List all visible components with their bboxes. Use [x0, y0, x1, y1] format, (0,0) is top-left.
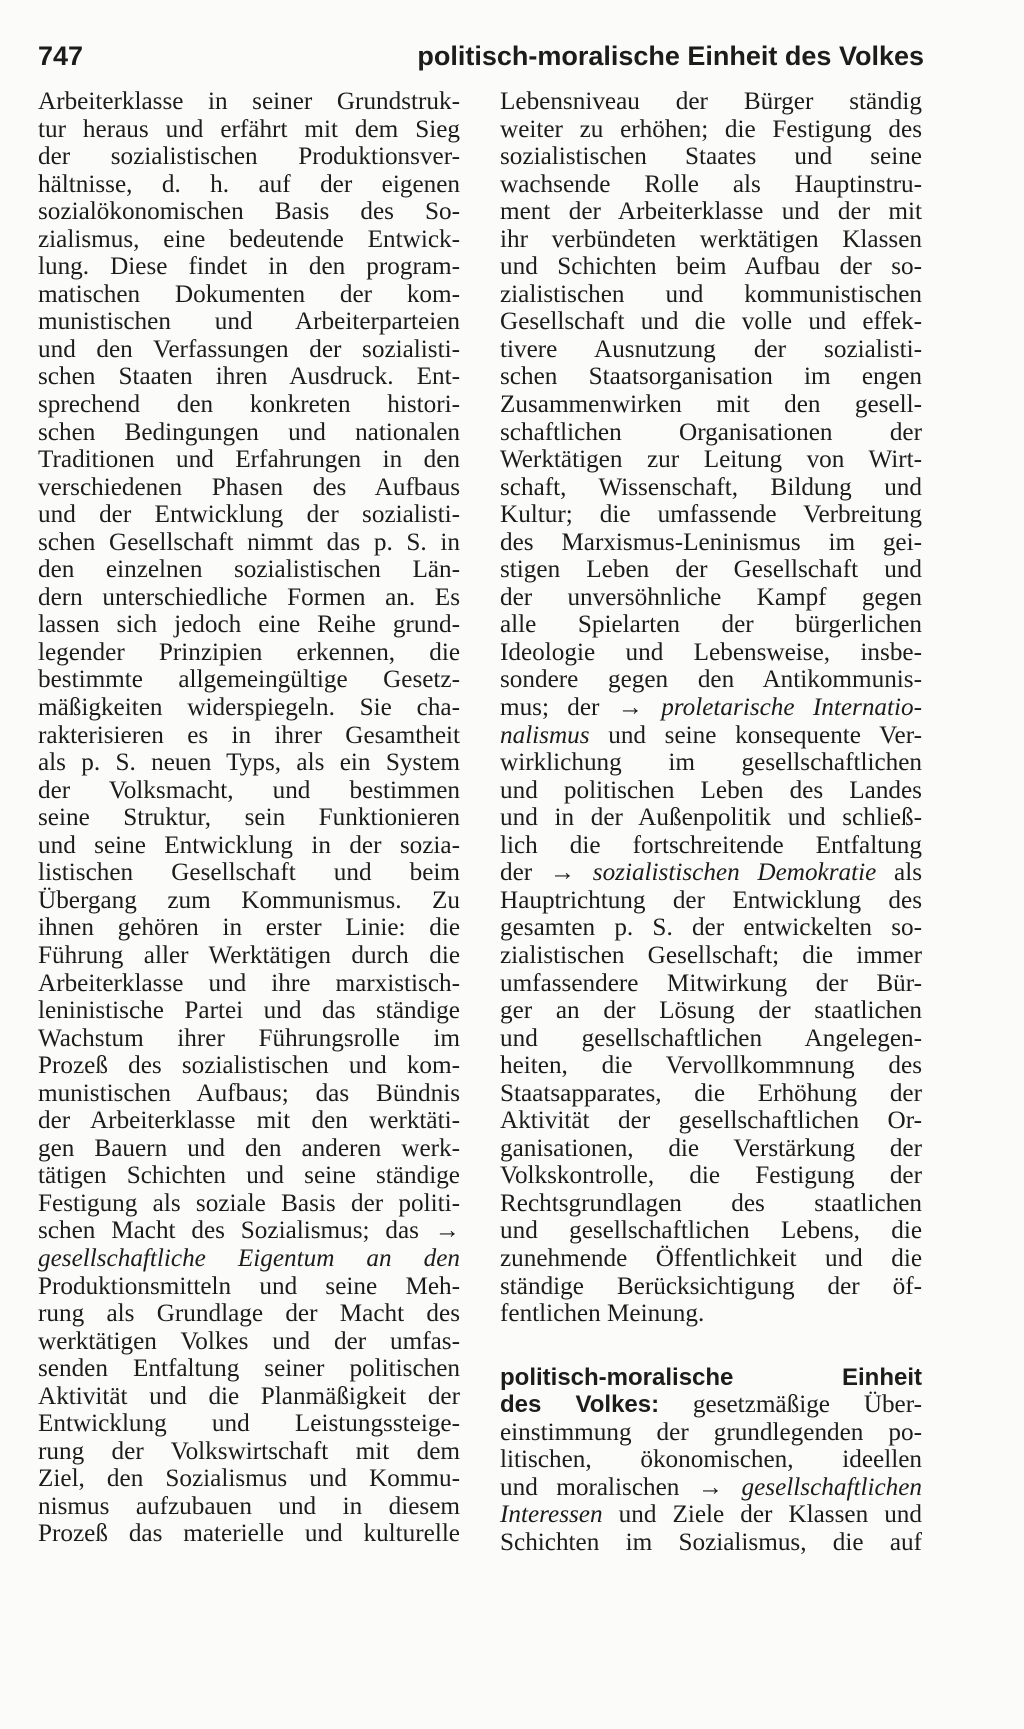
- text-line: Entwicklung und Leistungssteige-: [38, 1410, 460, 1438]
- text-line: und in der Außenpolitik und schließ-: [500, 804, 922, 832]
- text-line: Staatsapparates, die Erhöhung der: [500, 1079, 922, 1107]
- text-line: der Volksmacht, und bestimmen: [38, 776, 460, 804]
- text-line: bestimmte allgemeingültige Gesetz-: [38, 666, 460, 694]
- text-line: wirklichung im gesellschaftlichen: [500, 749, 922, 777]
- text-line: fentlichen Meinung.: [500, 1300, 705, 1328]
- entry-headword: [500, 1364, 922, 1392]
- text-line: nalismus und seine konsequente Ver-: [500, 721, 923, 749]
- text-line: schen Staatsorganisation im engen: [500, 363, 922, 391]
- text-line: ständige Berücksichtigung der öf-: [500, 1272, 922, 1300]
- text-line: lassen sich jedoch eine Reihe grund-: [38, 611, 460, 639]
- left-column: [38, 88, 460, 1548]
- entry-gap: [500, 1328, 922, 1364]
- text-line: schen Staaten ihren Ausdruck. Ent-: [38, 363, 460, 391]
- text-line: und gesellschaftlichen Angelegen-: [500, 1024, 922, 1052]
- cross-reference[interactable]: nalismus: [500, 721, 590, 749]
- text-line: Arbeiterklasse und ihre marxistisch-: [38, 969, 460, 997]
- text-line: sprechend den konkreten histori-: [38, 391, 460, 419]
- headword-line-1: politisch-moralische Einheit: [500, 1363, 922, 1391]
- text-line: weiter zu erhöhen; die Festigung des: [500, 115, 922, 143]
- text-line: legender Prinzipien erkennen, die: [38, 638, 460, 666]
- text-line: Festigung als soziale Basis der politi-: [38, 1189, 460, 1217]
- text-line: und moralischen → gesellschaftlichen: [500, 1473, 922, 1501]
- running-head: politisch-moralische Einheit des Volkes: [417, 41, 924, 71]
- text-line: der Arbeiterklasse mit den werktäti-: [38, 1107, 460, 1135]
- text-line: Aktivität der gesellschaftlichen Or-: [500, 1107, 922, 1135]
- text-line: ger an der Lösung der staatlichen: [500, 997, 922, 1025]
- text-line: und den Verfassungen der sozialisti-: [38, 335, 460, 363]
- text-line: nismus aufzubauen und in diesem: [38, 1492, 460, 1520]
- text-line: stigen Leben der Gesellschaft und: [500, 556, 922, 584]
- text-line: zialistischen und kommunistischen: [500, 280, 922, 308]
- text-line: listischen Gesellschaft und beim: [38, 859, 460, 887]
- text-line: munistischen Aufbaus; das Bündnis: [38, 1079, 460, 1107]
- text-line: senden Entfaltung seiner politischen: [38, 1355, 460, 1383]
- text-line: Traditionen und Erfahrungen in den: [38, 446, 460, 474]
- text-line: Führung aller Werktätigen durch die: [38, 941, 460, 969]
- text-line: und der Entwicklung der sozialisti-: [38, 501, 460, 529]
- text-line: Arbeiterklasse in seiner Grundstruk-: [38, 88, 460, 115]
- text-line: den einzelnen sozialistischen Län-: [38, 556, 460, 584]
- text-line: munistischen und Arbeiterparteien: [38, 308, 460, 336]
- text-line: der → sozialistischen Demokratie als: [500, 859, 922, 887]
- page-number: 747: [38, 41, 84, 71]
- text-line: umfassendere Mitwirkung der Bür-: [500, 969, 922, 997]
- cross-reference[interactable]: Interessen: [500, 1501, 603, 1529]
- cross-reference[interactable]: gesellschaftlichen: [741, 1473, 922, 1501]
- text-line: rung als Grundlage der Macht des: [38, 1300, 460, 1328]
- text-line: Gesellschaft und die volle und effek-: [500, 308, 922, 336]
- text-line: Hauptrichtung der Entwicklung des: [500, 886, 922, 914]
- text-line: Übergang zum Kommunismus. Zu: [38, 886, 460, 914]
- text-line: sozialistischen Staates und seine: [500, 143, 922, 171]
- text-line: wachsende Rolle als Hauptinstru-: [500, 170, 922, 198]
- text-line: sondere gegen den Antikommunis-: [500, 666, 922, 694]
- text-line: Volkskontrolle, die Festigung der: [500, 1162, 922, 1190]
- text-line: Werktätigen zur Leitung von Wirt-: [500, 446, 922, 474]
- text-line: und Schichten beim Aufbau der so-: [500, 253, 922, 281]
- text-line: litischen, ökonomischen, ideellen: [500, 1446, 922, 1474]
- text-line: zialismus, eine bedeutende Entwick-: [38, 225, 460, 253]
- text-line: tur heraus und erfährt mit dem Sieg: [38, 115, 460, 143]
- text-line: alle Spielarten der bürgerlichen: [500, 611, 922, 639]
- text-line: zialistischen Gesellschaft; die immer: [500, 941, 922, 969]
- text-line: ihnen gehören in erster Linie: die: [38, 914, 460, 942]
- text-line: Wachstum ihrer Führungsrolle im: [38, 1024, 460, 1052]
- text-line: ment der Arbeiterklasse und der mit: [500, 198, 922, 226]
- text-line: [38, 1245, 460, 1273]
- cross-reference[interactable]: sozialistischen Demokratie: [592, 859, 877, 887]
- text-line: Prozeß des sozialistischen und kom-: [38, 1052, 460, 1080]
- text-line: tivere Ausnutzung der sozialisti-: [500, 335, 922, 363]
- text-line: gen Bauern und den anderen werk-: [38, 1134, 460, 1162]
- text-line: Prozeß das materielle und kulturelle: [38, 1520, 460, 1548]
- text-line: und seine Entwicklung in der sozia-: [38, 831, 460, 859]
- text-line: des Marxismus-Leninismus im gei-: [500, 528, 922, 556]
- text-line: Kultur; die umfassende Verbreitung: [500, 501, 922, 529]
- text-line: mäßigkeiten widerspiegeln. Sie cha-: [38, 694, 460, 722]
- text-line: des Volkes: gesetzmäßige Über-: [500, 1391, 922, 1419]
- headword-line-2: des Volkes:: [500, 1391, 660, 1419]
- text-line: leninistische Partei und das ständige: [38, 997, 460, 1025]
- text-line: gesamten p. S. der entwickelten so-: [500, 914, 922, 942]
- text-line: tätigen Schichten und seine ständige: [38, 1162, 460, 1190]
- text-line: mus; der → proletarische Internatio-: [500, 694, 922, 722]
- text-line: schen Bedingungen und nationalen: [38, 418, 460, 446]
- text-line: sozialökonomischen Basis des So-: [38, 198, 460, 226]
- text-line: schaftlichen Organisationen der: [500, 418, 922, 446]
- text-line: rung der Volkswirtschaft mit dem: [38, 1437, 460, 1465]
- text-line: verschiedenen Phasen des Aufbaus: [38, 473, 460, 501]
- text-line: heiten, die Vervollkommnung des: [500, 1052, 922, 1080]
- text-line: Produktionsmitteln und seine Meh-: [38, 1272, 460, 1300]
- text-line: werktätigen Volkes und der umfas-: [38, 1327, 460, 1355]
- text-line: lich die fortschreitende Entfaltung: [500, 831, 922, 859]
- text-line: schen Gesellschaft nimmt das p. S. in: [38, 528, 460, 556]
- text-line: der sozialistischen Produktionsver-: [38, 143, 460, 171]
- cross-reference[interactable]: gesellschaftliche Eigentum an den: [38, 1244, 460, 1272]
- text-line: matischen Dokumenten der kom-: [38, 280, 460, 308]
- text-line: Interessen und Ziele der Klassen und: [500, 1501, 922, 1529]
- text-line: Aktivität und die Planmäßigkeit der: [38, 1382, 460, 1410]
- text-line: Ideologie und Lebensweise, insbe-: [500, 638, 922, 666]
- text-line: dern unterschiedliche Formen an. Es: [38, 583, 460, 611]
- text-line: und politischen Leben des Landes: [500, 776, 922, 804]
- text-line: und gesellschaftlichen Lebens, die: [500, 1217, 922, 1245]
- text-line: lung. Diese findet in den program-: [38, 253, 460, 281]
- text-line: Ziel, den Sozialismus und Kommu-: [38, 1465, 460, 1493]
- right-column: [500, 88, 922, 1556]
- text-line: seine Struktur, sein Funktionieren: [38, 804, 460, 832]
- text-line: ganisationen, die Verstärkung der: [500, 1134, 922, 1162]
- text-line: rakterisieren es in ihrer Gesamtheit: [38, 721, 460, 749]
- page-header: [38, 36, 924, 76]
- text-line: der unversöhnliche Kampf gegen: [500, 583, 922, 611]
- text-line: schen Macht des Sozialismus; das →: [38, 1217, 460, 1245]
- text-line: zunehmende Öffentlichkeit und die: [500, 1244, 922, 1272]
- text-line: Zusammenwirken mit den gesell-: [500, 391, 922, 419]
- text-line: ihr verbündeten werktätigen Klassen: [500, 225, 922, 253]
- text-line: Schichten im Sozialismus, die auf: [500, 1528, 922, 1556]
- text-line: einstimmung der grundlegenden po-: [500, 1418, 922, 1446]
- text-line: als p. S. neuen Typs, als ein System: [38, 749, 460, 777]
- text-line: Lebensniveau der Bürger ständig: [500, 88, 922, 115]
- text-line: hältnisse, d. h. auf der eigenen: [38, 170, 460, 198]
- text-line: Rechtsgrundlagen des staatlichen: [500, 1189, 922, 1217]
- cross-reference[interactable]: proletarische Internatio-: [661, 694, 922, 722]
- text-line: schaft, Wissenschaft, Bildung und: [500, 473, 922, 501]
